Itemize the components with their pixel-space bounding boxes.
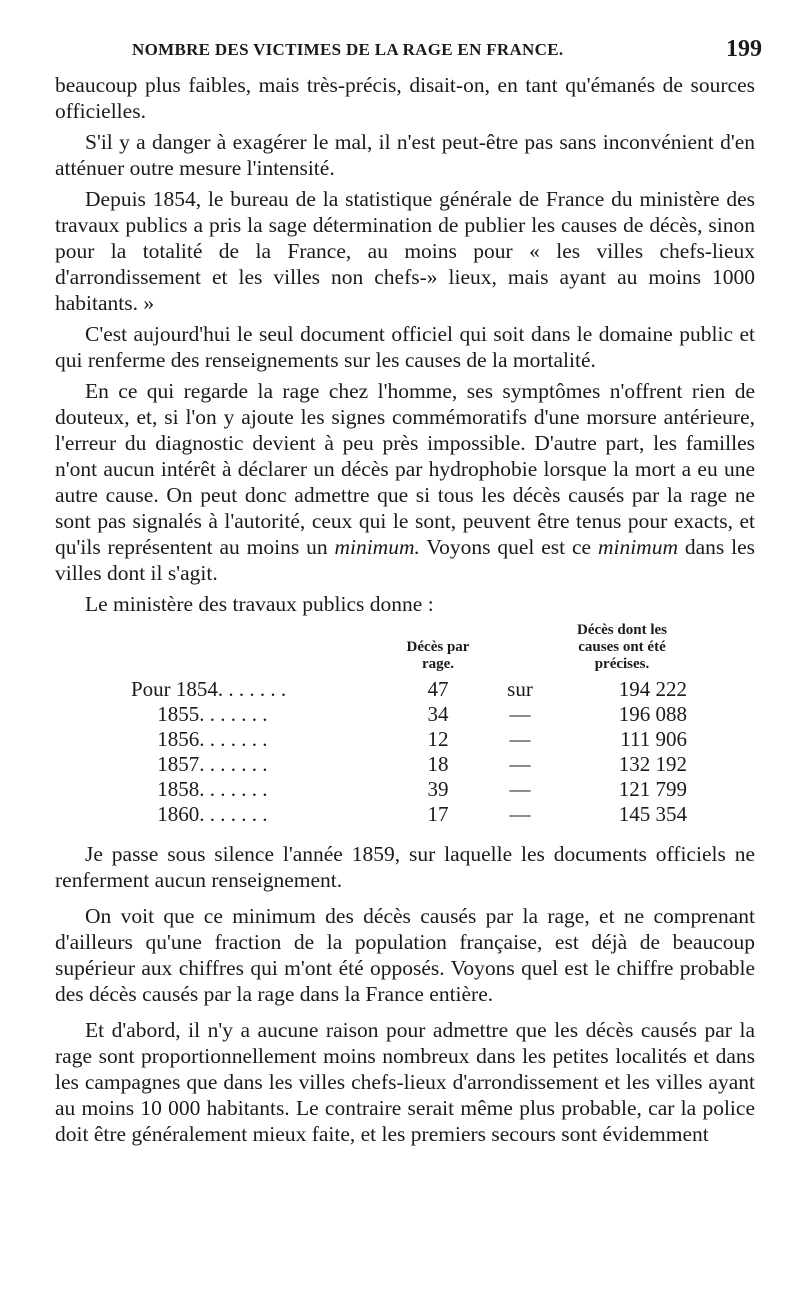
- running-header: [132, 38, 762, 68]
- running-title: NOMBRE DES VICTIMES DE LA RAGE EN FRANCE.: [132, 40, 564, 59]
- row-separator: —: [509, 802, 531, 826]
- italic-run: minimum: [597, 535, 678, 559]
- table-row: [125, 752, 693, 777]
- row-total: 121 799: [618, 777, 687, 801]
- paragraph: S'il y a danger à exagérer le mal, il n'est peut-être pas sans inconvénient d'en atténuer outre mesure l'intensité.: [55, 130, 755, 180]
- text-run: En ce qui regarde la rage chez l'homme, ses symptômes n'offrent rien de douteux, et, si l'on y ajoute les signes commémoratifs d'une morsure antérieure, l'erreur du diagnostic devient à peu près impossible. D'autre part, les familles n'ont aucun intérêt à déclarer un décès par hydrophobie lorsque la mort a eu une autre cause. On peut donc admettre que si tous les décès causés par la rage ne sont pas signalés à l'autorité, ceux qui le sont, peuvent être tenus pour exacts, et qu'ils représentent au moins un: [55, 379, 755, 559]
- rabies-deaths-table: [125, 622, 693, 827]
- row-year: 1857. . . . . . .: [131, 752, 268, 776]
- row-separator: —: [509, 752, 531, 776]
- table-row: [125, 677, 693, 702]
- header-blank: [489, 622, 551, 677]
- row-deaths: 39: [427, 777, 449, 801]
- row-separator: —: [509, 702, 531, 726]
- row-year: 1856. . . . . . .: [131, 727, 268, 751]
- row-separator: sur: [507, 677, 533, 701]
- table-row: [125, 727, 693, 752]
- row-year: 1858. . . . . . .: [131, 777, 268, 801]
- row-year: 1855. . . . . . .: [131, 702, 268, 726]
- row-year: 1860. . . . . . .: [131, 802, 268, 826]
- table-row: [125, 802, 693, 827]
- page-body: [55, 72, 755, 1152]
- table-row: [125, 702, 693, 727]
- paragraph: C'est aujourd'hui le seul document officiel qui soit dans le domaine public et qui renferme des renseignements sur les causes de la mortalité.: [55, 322, 755, 372]
- row-total: 111 906: [620, 727, 687, 751]
- table-row: [125, 777, 693, 802]
- table-header-row: [125, 622, 693, 677]
- text-run: dans les villes dont il s'agit.: [55, 535, 756, 585]
- paragraph-rage: [55, 378, 755, 586]
- row-separator: —: [509, 727, 531, 751]
- paragraph: On voit que ce minimum des décès causés par la rage, et ne comprenant d'ailleurs qu'une fraction de la population française, est déjà de beaucoup supérieur aux chiffres qui m'ont été opposés. Voyons quel est le chiffre probable des décès causés par la rage dans la France entière.: [55, 904, 755, 1006]
- italic-run: minimum.: [334, 535, 420, 559]
- row-total: 132 192: [618, 752, 687, 776]
- row-total: 196 088: [618, 702, 687, 726]
- page-number: 199: [726, 36, 762, 62]
- header-blank: [125, 622, 387, 677]
- row-deaths: 18: [427, 752, 449, 776]
- header-total: Décès dont les causes ont été précises.: [577, 622, 667, 672]
- paragraph: Depuis 1854, le bureau de la statistique générale de France du ministère des travaux publics a pris la sage détermination de publier les causes de décès, sinon pour la totalité de la France, au moins pour « les villes chefs-lieux d'arrondissement et les villes non chefs-» lieux, mais ayant au moins 1000 habitants. »: [55, 187, 755, 315]
- paragraph: beaucoup plus faibles, mais très-précis, disait-on, en tant qu'émanés de sources officielles.: [55, 73, 755, 123]
- row-total: 145 354: [618, 802, 687, 826]
- table-intro: Le ministère des travaux publics donne :: [85, 592, 434, 616]
- header-deaths: Décès par rage.: [406, 639, 470, 672]
- row-deaths: 17: [427, 802, 449, 826]
- row-year: Pour 1854. . . . . . .: [131, 677, 287, 701]
- paragraph: Et d'abord, il n'y a aucune raison pour admettre que les décès causés par la rage sont proportionnellement moins nombreux dans les petites localités et dans les campagnes que dans les villes chefs-lieux d'arrondissement et les villes ayant au moins 10 000 habitants. Le contraire serait même plus probable, car la police doit être généralement mieux faite, et les premiers secours sont évidemment: [55, 1018, 755, 1146]
- row-deaths: 34: [427, 702, 449, 726]
- text-run: Voyons quel est ce: [419, 535, 598, 559]
- row-deaths: 12: [427, 727, 449, 751]
- row-deaths: 47: [427, 677, 449, 701]
- row-total: 194 222: [618, 677, 687, 701]
- row-separator: —: [509, 777, 531, 801]
- paragraph: Je passe sous silence l'année 1859, sur laquelle les documents officiels ne renferment aucun renseignement.: [55, 842, 755, 892]
